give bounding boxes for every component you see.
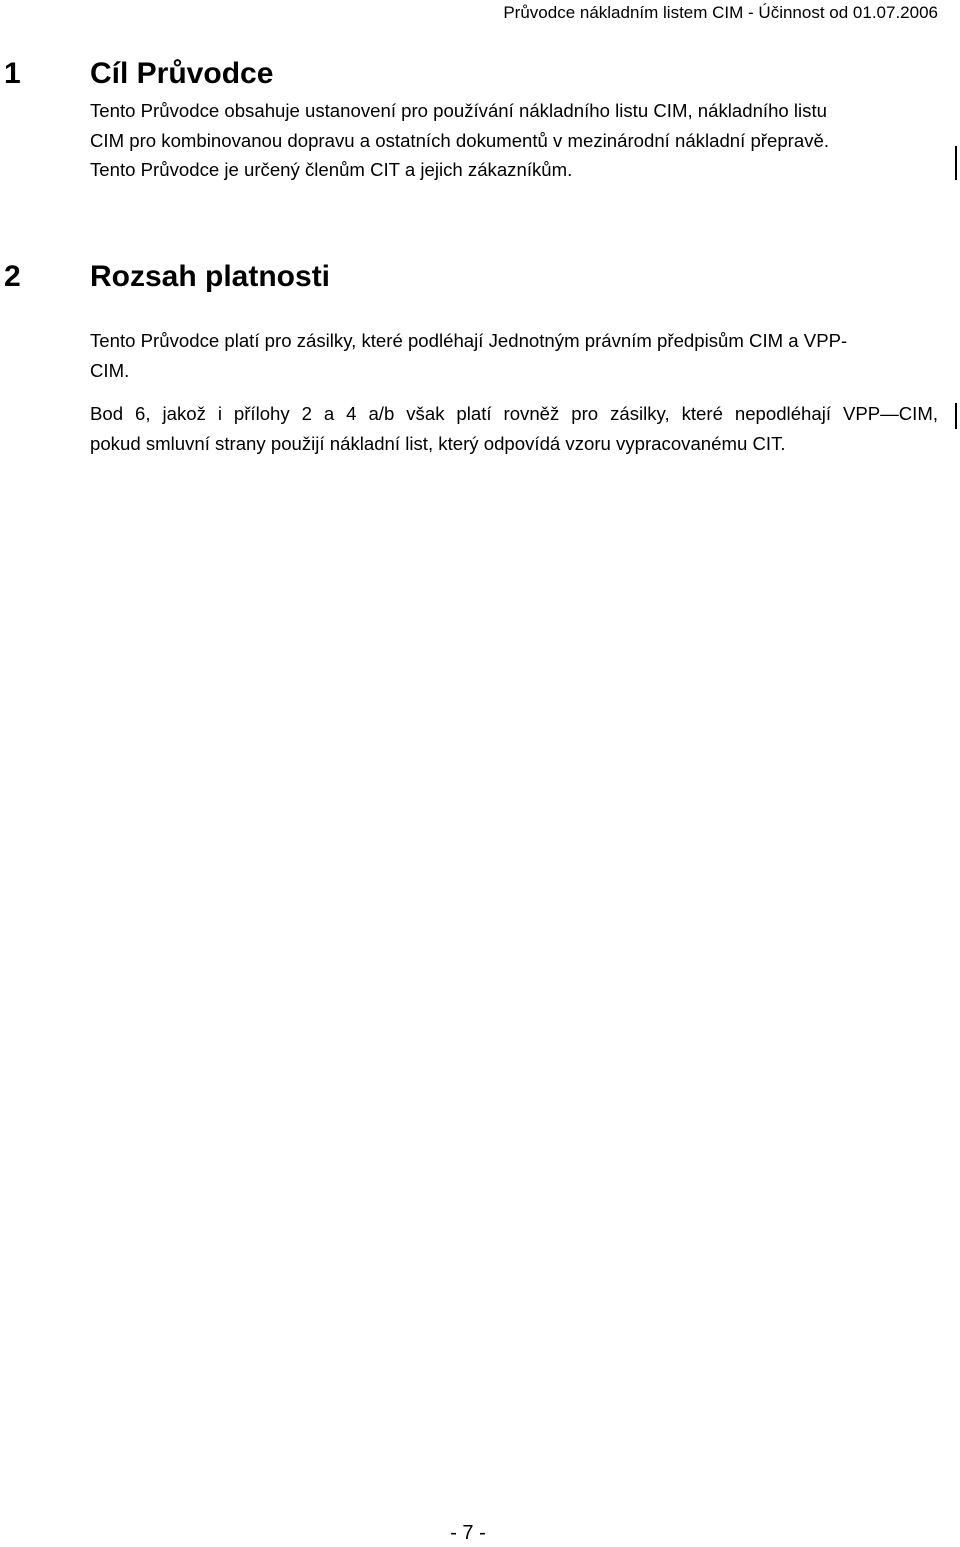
section-title: Rozsah platnosti	[90, 260, 331, 293]
paragraph-line: Bod 6, jakož i přílohy 2 a 4 a/b však platí rovněž pro zásilky, které nepodléhají VPP—CIM,	[90, 403, 938, 424]
section-number: 2	[4, 260, 21, 293]
section-heading	[4, 56, 273, 92]
revision-change-bar	[955, 403, 957, 429]
revision-change-bar	[955, 146, 957, 180]
paragraph-line: CIM.	[90, 359, 130, 381]
section-title: Cíl Průvodce	[90, 57, 274, 90]
paragraph-line: Tento Průvodce obsahuje ustanovení pro používání nákladního listu CIM, nákladního listu	[90, 100, 827, 121]
section-heading	[4, 259, 330, 295]
paragraph-line: pokud smluvní strany použijí nákladní list, který odpovídá vzoru vypracovanému CIT.	[90, 432, 786, 454]
paragraph-line: Tento Průvodce platí pro zásilky, které podléhají Jednotným právním předpisům CIM a VPP-	[90, 330, 848, 351]
page-number: - 7 -	[450, 1522, 486, 1544]
section-paragraph	[90, 326, 938, 385]
running-header: Průvodce nákladním listem CIM - Účinnost od 01.07.2006	[503, 3, 938, 22]
section-number: 1	[4, 57, 21, 90]
section-paragraph	[90, 96, 938, 185]
paragraph-line: Tento Průvodce je určený členům CIT a jejich zákazníkům.	[90, 159, 573, 180]
section-paragraph	[90, 399, 938, 458]
paragraph-line: CIM pro kombinovanou dopravu a ostatních dokumentů v mezinárodní nákladní přepravě.	[90, 129, 830, 151]
